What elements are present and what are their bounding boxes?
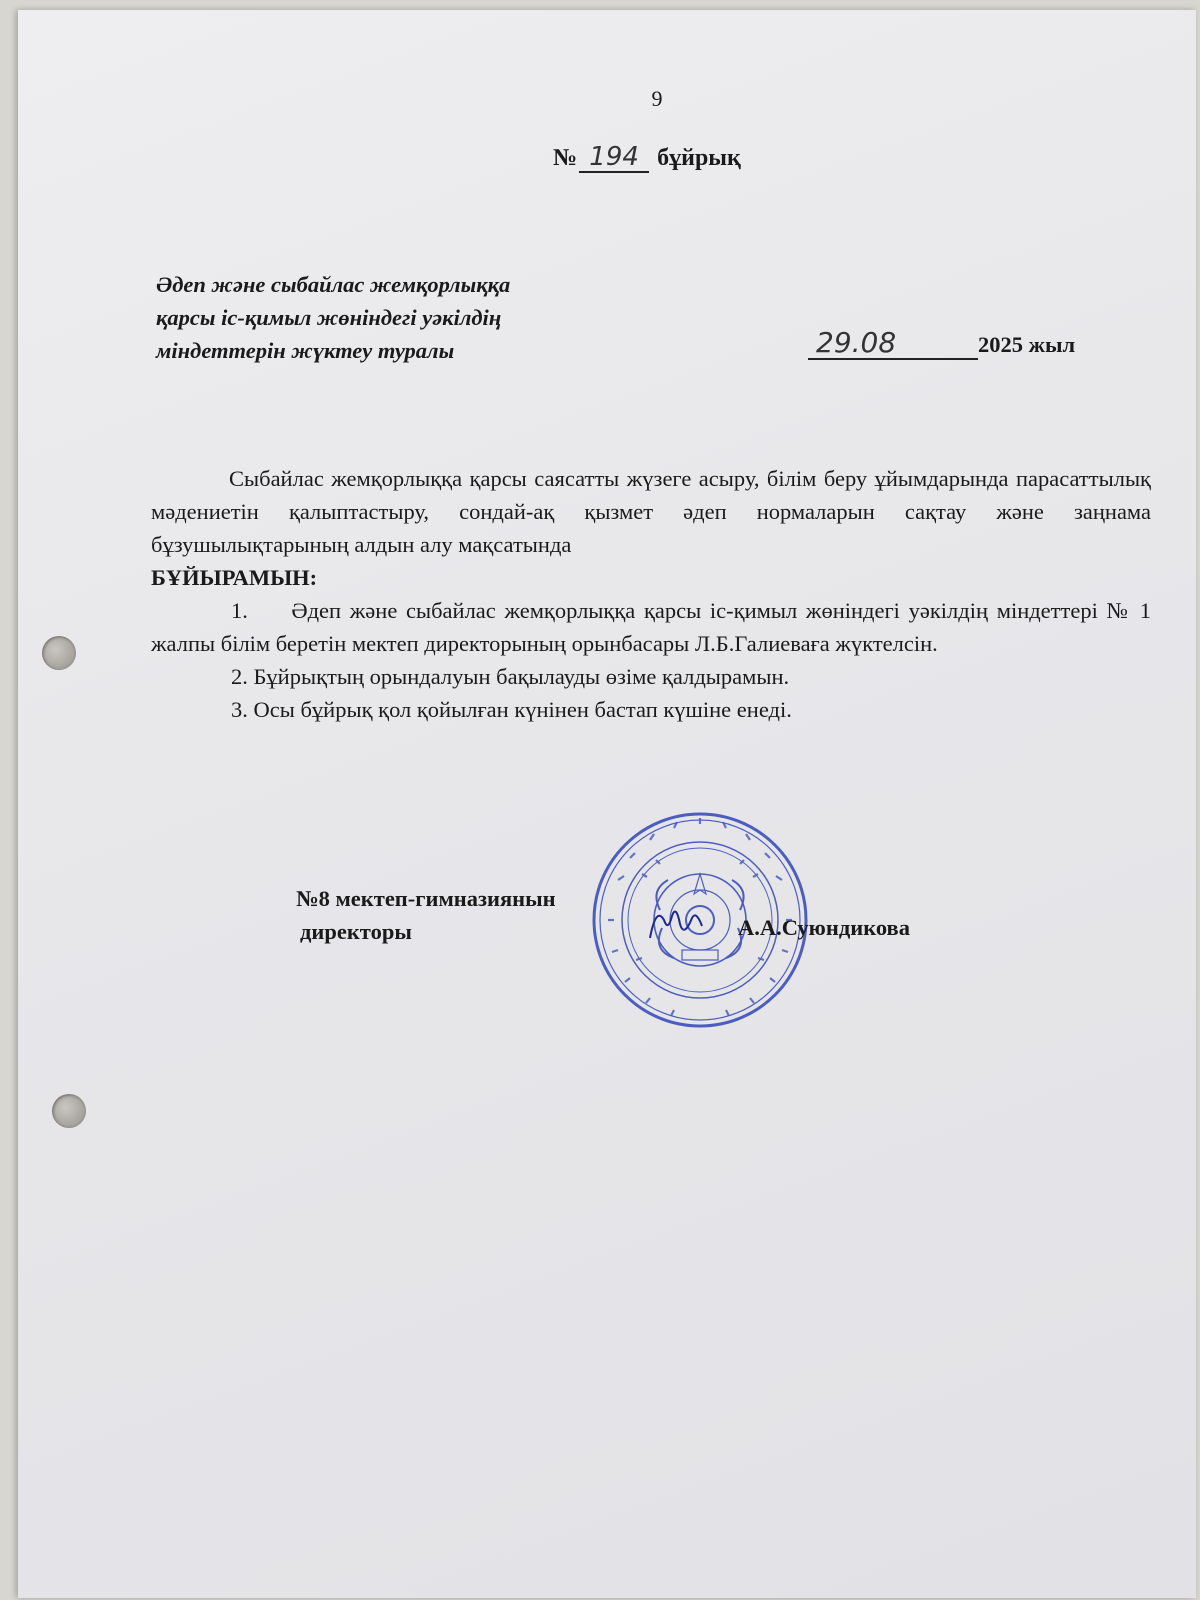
signatory-name: А.А.Суюндикова [738,915,910,940]
subject-line: Әдеп және сыбайлас жемқорлыққа [156,272,511,297]
signatory-title-line: директоры [300,919,412,944]
subject-line: қарсы іс-қимыл жөніндегі уәкілдің [156,305,502,330]
decree-word: БҰЙЫРАМЫН: [151,565,318,590]
signatory-title [296,882,556,948]
order-heading [553,143,741,173]
order-number: 194 [579,143,649,173]
decree-item: 1. Әдеп және сыбайлас жемқорлыққа қарсы іс-қимыл жөніндегі уәкілдің міндеттері № 1 жалпы білім беретін мектеп директорының орынбасары Л.Б.Галиеваға жүктелсін. [151,598,1151,656]
order-body [151,462,1151,726]
signatory-title-line: №8 мектеп-гимназиянын [296,886,556,911]
decree-item: 2. Бұйрықтың орындалуын бақылауды өзіме қалдырамын. [231,664,790,689]
preamble-paragraph: Сыбайлас жемқорлыққа қарсы саясатты жүзеге асыру, білім беру ұйымдарында парасаттылық мәдениетін қалыптастыру, сондай-ақ қызмет әдеп нормаларын сақтау және заңнама бұзушылықтарының алдын алу мақсатында [151,466,1151,557]
order-subject [156,268,510,367]
order-word: бұйрық [657,145,741,171]
signature-icon [646,898,706,948]
order-number-sign: № [553,145,578,171]
document-page [18,10,1196,1598]
page-number: 9 [651,86,663,111]
handwritten-date: 29.08 [808,328,978,360]
subject-line: міндеттерін жүктеу туралы [156,338,455,363]
date-year: 2025 жыл [978,332,1076,357]
decree-item: 3. Осы бұйрық қол қойылған күнінен бастап күшіне енеді. [231,697,792,722]
punch-hole [52,1094,86,1128]
order-date [808,328,1075,360]
punch-hole [42,636,76,670]
